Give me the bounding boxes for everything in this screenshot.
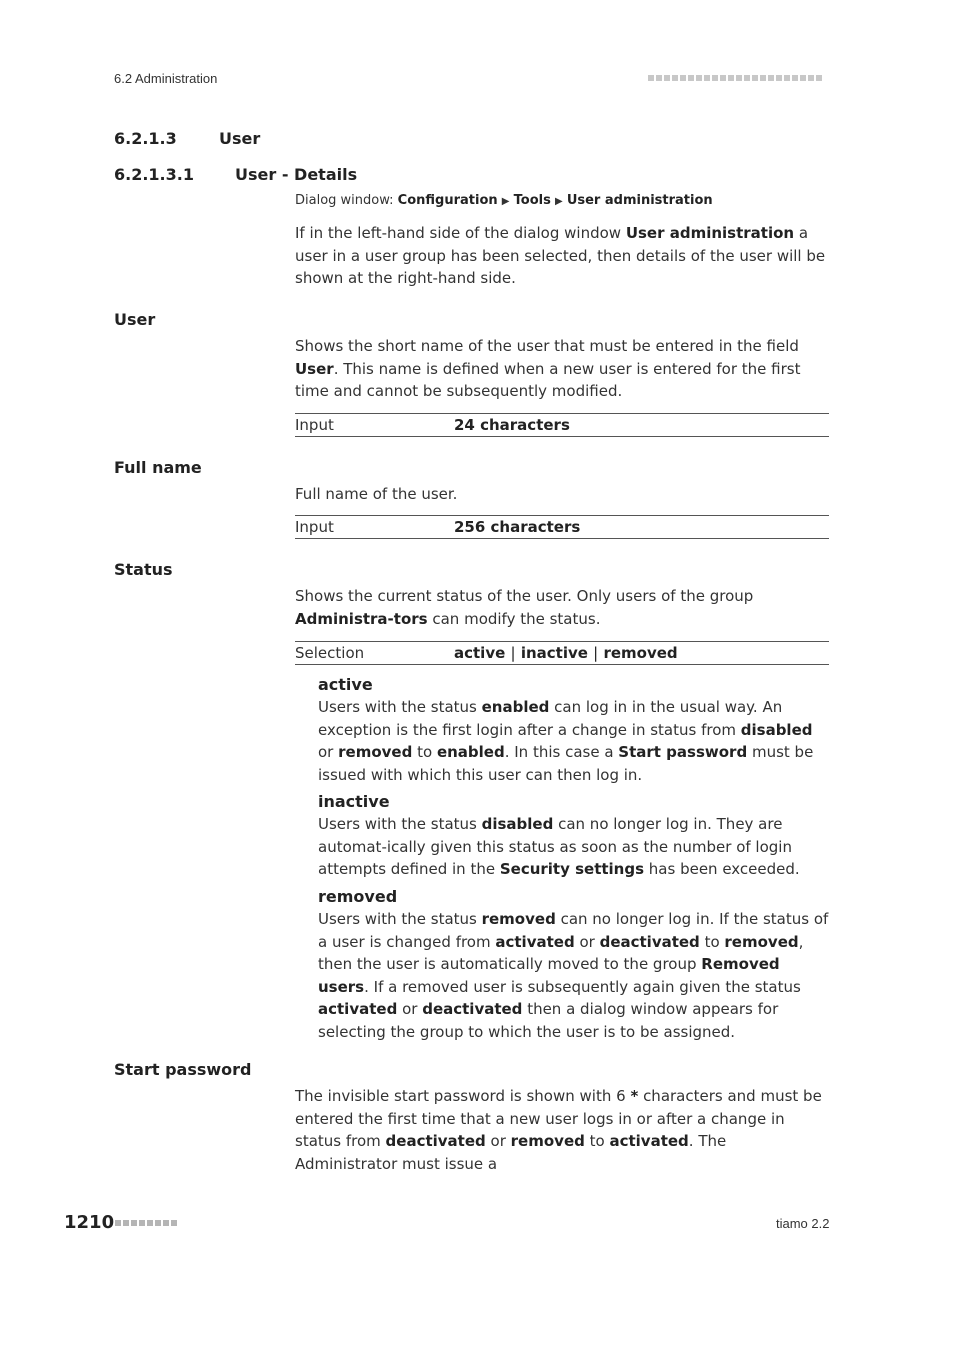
text-span: can no longer log in. They are automat-ically given this status as soon as the number of login attempts defined in the [318,815,792,878]
text-span: can modify the status. [427,609,601,628]
option-separator: | [593,644,599,662]
term-removed-description [318,908,831,1043]
text-span: Users with the status [318,815,482,833]
text-span: . The Administrator must issue a [295,1132,727,1173]
bold-term: Administra-tors [295,609,428,628]
text-span: . In this case a [504,743,619,761]
triangle-right-icon: ▶ [501,196,510,207]
user-description [295,335,831,403]
text-span: characters and must be entered the first time that a new user logs in or after a change in status from [295,1087,822,1150]
text-span: . This name is defined when a new user is entered for the first time and cannot be subsequently modified. [295,359,801,400]
bold-term: * [630,1087,639,1105]
bold-term: removed [724,932,799,951]
text-span: to [584,1132,610,1150]
triangle-right-icon: ▶ [554,196,563,207]
dialog-path-item: Tools [513,193,551,208]
dialog-path-item: User administration [566,193,713,208]
term-inactive-description [318,813,831,881]
spec-key: Selection [295,642,454,665]
product-name: tiamo 2.2 [776,1216,830,1231]
intro-paragraph [295,222,831,290]
running-header-section: 6.2 Administration [114,71,218,86]
text-span: has been exceeded. [644,860,800,878]
bold-term: activated [495,932,575,951]
spec-value [454,642,829,665]
text-span: to [412,743,437,761]
dialog-window-path [295,193,713,208]
bold-term: disabled [740,720,813,739]
text-span: Users with the status [318,910,482,928]
table-row [295,414,829,437]
section-number: 6.2.1.3 [114,129,177,148]
text-span: a user in a user group has been selected, then details of the user will be shown at the right-hand side. [295,224,826,287]
status-spec-table [295,641,829,665]
text-span: If in the left-hand side of the dialog window [295,224,626,242]
section-title: User [219,129,261,148]
text-span: then a dialog window appears for selecting the group to which the user is to be assigned. [318,1000,779,1041]
table-row [295,516,829,539]
bold-term: Security settings [499,860,645,878]
bold-term: activated [318,1000,398,1018]
text-span: or [485,1132,511,1150]
spec-key: Input [295,414,454,437]
subsection-title: User - Details [235,165,358,184]
term-active: active [318,675,373,694]
option-inactive: inactive [520,644,588,662]
text-span: Shows the short name of the user that must be entered in the field [295,337,799,355]
text-span: can log in in the usual way. An exception is the first login after a change in status from [318,698,783,739]
bold-term: activated [609,1132,689,1150]
section-heading-6-2-1-3-1 [114,165,358,184]
bold-term: Start password [618,743,748,761]
user-spec-table [295,413,829,437]
bold-term: disabled [481,815,554,833]
bold-term: enabled [481,698,550,716]
text-span: can no longer log in. If the status of a user is changed from [318,910,829,951]
spec-key: Input [295,516,454,539]
field-heading-status: Status [114,560,173,579]
bold-term: Removed users [318,955,780,996]
full-name-spec-table [295,515,829,539]
bold-term: deactivated [422,1000,523,1018]
table-row [295,642,829,665]
bold-term: deactivated [599,932,700,951]
dialog-path-item: Configuration [397,193,498,208]
page-number: 1210 [64,1212,115,1233]
bold-term: User [295,359,334,378]
footer-decoration-dots [115,1220,177,1226]
bold-term: enabled [436,743,505,761]
text-span: or [397,1000,423,1018]
option-separator: | [510,644,516,662]
status-option-active [318,674,831,786]
text-span: must be issued with which this user can then log in. [318,743,814,784]
field-heading-full-name: Full name [114,458,202,477]
spec-value: 24 characters [454,414,829,437]
bold-term: deactivated [385,1132,486,1150]
term-active-description [318,696,831,786]
text-span: The invisible start password is shown with 6 [295,1087,631,1105]
text-span: , then the user is automatically moved to the group [318,932,804,973]
option-active: active [454,644,506,662]
bold-term: User administration [625,224,795,242]
term-removed: removed [318,887,398,906]
bold-term: removed [338,743,413,761]
status-option-inactive [318,791,831,881]
text-span: or [318,743,339,761]
section-heading-6-2-1-3 [114,129,261,148]
start-password-description [295,1085,831,1175]
status-option-removed [318,886,831,1043]
subsection-number: 6.2.1.3.1 [114,165,194,184]
dialog-path-prefix: Dialog window: [295,193,394,208]
term-inactive: inactive [318,792,390,811]
option-removed: removed [603,644,678,662]
spec-value: 256 characters [454,516,829,539]
full-name-description: Full name of the user. [295,485,458,503]
bold-term: removed [510,1132,585,1150]
field-heading-user: User [114,310,156,329]
text-span: to [699,932,725,951]
status-description [295,585,831,630]
text-span: or [574,932,600,951]
bold-term: removed [481,910,556,928]
header-decoration-dots [648,75,822,81]
text-span: . If a removed user is subsequently again given the status [364,977,801,996]
text-span: Shows the current status of the user. Only users of the group [295,587,754,605]
text-span: Users with the status [318,698,482,716]
field-heading-start-password: Start password [114,1060,252,1079]
